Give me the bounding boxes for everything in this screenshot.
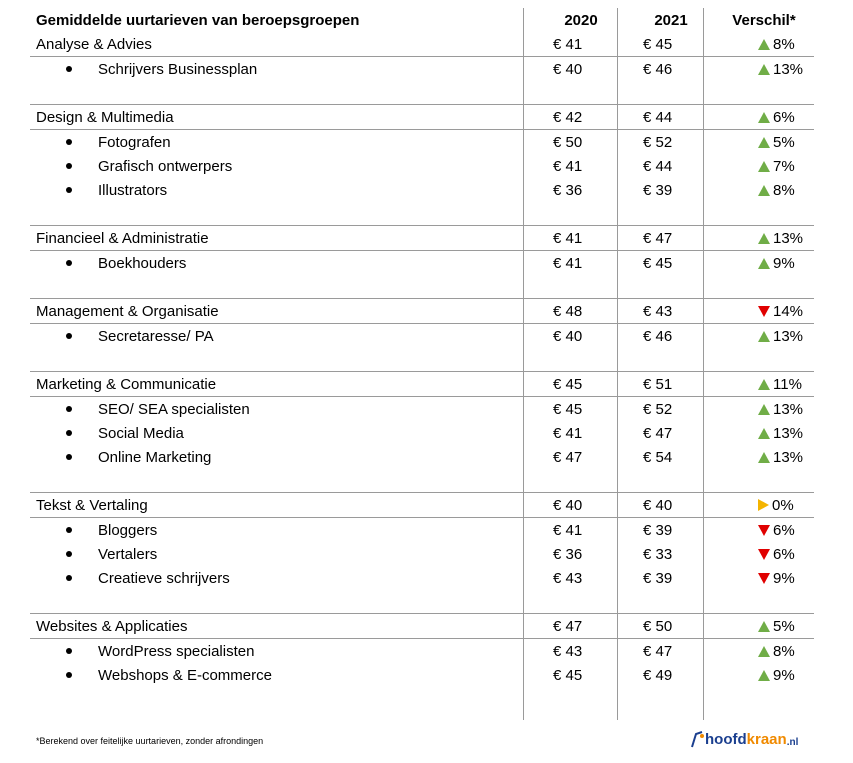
row-label: Webshops & E-commerce — [98, 666, 272, 684]
rates-table — [30, 8, 814, 687]
footnote: *Berekend over feitelijke uurtarieven, zonder afrondingen — [36, 736, 264, 746]
category-name — [36, 105, 516, 129]
category-row — [30, 299, 814, 324]
subcategory-name — [36, 542, 516, 566]
difference-percent: 13% — [773, 400, 804, 418]
difference — [730, 663, 814, 687]
value-2020: € 47 — [553, 617, 583, 635]
value-2021: € 47 — [643, 229, 673, 247]
subcategory-row — [30, 57, 814, 81]
difference-percent: 6% — [773, 521, 795, 539]
triangle-up-icon — [758, 39, 770, 50]
value-2020: € 41 — [553, 254, 583, 272]
difference-percent: 6% — [773, 108, 795, 126]
value-2021: € 47 — [643, 424, 673, 442]
category-name — [36, 299, 516, 323]
spacer-row — [30, 275, 814, 299]
triangle-down-icon — [758, 573, 770, 584]
difference-percent: 0% — [772, 496, 794, 514]
difference — [730, 105, 814, 129]
table-title: Gemiddelde uurtarieven van beroepsgroepen — [36, 11, 360, 29]
subcategory-row — [30, 154, 814, 178]
crane-icon — [690, 730, 704, 748]
row-label: Social Media — [98, 424, 184, 442]
triangle-up-icon — [758, 646, 770, 657]
row-label: WordPress specialisten — [98, 642, 255, 660]
row-label: Schrijvers Businessplan — [98, 60, 258, 78]
row-label: Financieel & Administratie — [36, 229, 209, 247]
value-2020: € 45 — [553, 400, 583, 418]
difference — [730, 372, 814, 396]
subcategory-name — [36, 445, 516, 469]
difference — [730, 130, 814, 154]
subcategory-name — [36, 57, 516, 81]
row-label: Creatieve schrijvers — [98, 569, 230, 587]
value-2021: € 40 — [643, 496, 673, 514]
row-label: Tekst & Vertaling — [36, 496, 148, 514]
triangle-up-icon — [758, 185, 770, 196]
difference — [730, 542, 814, 566]
triangle-up-icon — [758, 258, 770, 269]
difference — [730, 251, 814, 275]
value-2021: € 52 — [643, 400, 673, 418]
bullet-icon — [66, 139, 72, 145]
value-2021: € 54 — [643, 448, 673, 466]
subcategory-name — [36, 518, 516, 542]
difference-percent: 13% — [773, 327, 804, 345]
value-2020: € 41 — [553, 521, 583, 539]
difference — [730, 421, 814, 445]
difference-percent: 11% — [773, 375, 802, 393]
category-name — [36, 614, 516, 638]
row-label: Grafisch ontwerpers — [98, 157, 233, 175]
category-name — [36, 372, 516, 396]
value-2020: € 41 — [553, 229, 583, 247]
bullet-icon — [66, 66, 72, 72]
difference — [730, 614, 814, 638]
value-2021: € 43 — [643, 302, 673, 320]
bullet-icon — [66, 551, 72, 557]
logo-text-nl: .nl — [786, 737, 799, 748]
value-2020: € 43 — [553, 642, 583, 660]
subcategory-row — [30, 518, 814, 542]
difference-percent: 9% — [773, 254, 795, 272]
difference — [730, 518, 814, 542]
subcategory-name — [36, 663, 516, 687]
difference — [730, 154, 814, 178]
subcategory-row — [30, 130, 814, 154]
difference-percent: 8% — [773, 642, 795, 660]
triangle-up-icon — [758, 112, 770, 123]
subcategory-row — [30, 445, 814, 469]
triangle-up-icon — [758, 404, 770, 415]
difference — [730, 445, 814, 469]
value-2020: € 50 — [553, 133, 583, 151]
value-2020: € 45 — [553, 666, 583, 684]
subcategory-name — [36, 178, 516, 202]
value-2021: € 50 — [643, 617, 673, 635]
value-2020: € 36 — [553, 181, 583, 199]
row-label: Fotografen — [98, 133, 171, 151]
category-row — [30, 226, 814, 251]
triangle-right-icon — [758, 499, 769, 511]
value-2020: € 41 — [553, 157, 583, 175]
difference-percent: 6% — [773, 545, 795, 563]
bullet-icon — [66, 672, 72, 678]
row-label: Websites & Applicaties — [36, 617, 188, 635]
spacer-row — [30, 81, 814, 105]
header-2020: 2020 — [564, 11, 598, 29]
value-2021: € 44 — [643, 108, 673, 126]
subcategory-name — [36, 421, 516, 445]
bullet-icon — [66, 575, 72, 581]
row-label: Management & Organisatie — [36, 302, 219, 320]
value-2021: € 49 — [643, 666, 673, 684]
bullet-icon — [66, 527, 72, 533]
category-row — [30, 105, 814, 130]
triangle-down-icon — [758, 306, 770, 317]
triangle-up-icon — [758, 379, 770, 390]
row-label: Design & Multimedia — [36, 108, 174, 126]
subcategory-name — [36, 639, 516, 663]
spacer-row — [30, 469, 814, 493]
spacer-row — [30, 348, 814, 372]
value-2021: € 33 — [643, 545, 673, 563]
difference-percent: 13% — [773, 60, 804, 78]
difference-percent: 9% — [773, 569, 795, 587]
triangle-up-icon — [758, 452, 770, 463]
bullet-icon — [66, 648, 72, 654]
row-label: Illustrators — [98, 181, 168, 199]
triangle-up-icon — [758, 233, 770, 244]
difference — [730, 566, 814, 590]
value-2020: € 40 — [553, 496, 583, 514]
logo-text-kraan: kraan — [746, 731, 787, 748]
header-2021: 2021 — [654, 11, 688, 29]
subcategory-row — [30, 639, 814, 663]
subcategory-row — [30, 397, 814, 421]
difference — [730, 397, 814, 421]
category-name — [36, 32, 516, 56]
value-2021: € 45 — [643, 254, 673, 272]
difference — [730, 324, 814, 348]
row-label: Boekhouders — [98, 254, 187, 272]
subcategory-name — [36, 130, 516, 154]
header-verschil: Verschil* — [732, 11, 796, 29]
row-label: Bloggers — [98, 521, 158, 539]
row-label: Secretaresse/ PA — [98, 327, 214, 345]
value-2020: € 45 — [553, 375, 583, 393]
difference-percent: 8% — [773, 35, 795, 53]
value-2020: € 41 — [553, 35, 583, 53]
bullet-icon — [66, 406, 72, 412]
table-header — [30, 8, 814, 32]
value-2021: € 51 — [643, 375, 673, 393]
triangle-up-icon — [758, 621, 770, 632]
value-2020: € 48 — [553, 302, 583, 320]
triangle-down-icon — [758, 549, 770, 560]
subcategory-name — [36, 154, 516, 178]
value-2021: € 39 — [643, 181, 673, 199]
row-label: Online Marketing — [98, 448, 212, 466]
subcategory-name — [36, 566, 516, 590]
subcategory-row — [30, 178, 814, 202]
difference — [730, 226, 814, 250]
value-2020: € 40 — [553, 60, 583, 78]
logo-text-hoofd: hoofd — [705, 731, 747, 748]
category-row — [30, 372, 814, 397]
difference — [730, 32, 814, 56]
category-name — [36, 226, 516, 250]
row-label: Analyse & Advies — [36, 35, 152, 53]
subcategory-name — [36, 251, 516, 275]
difference — [730, 639, 814, 663]
difference — [730, 57, 814, 81]
difference-percent: 13% — [773, 424, 804, 442]
bullet-icon — [66, 187, 72, 193]
subcategory-row — [30, 421, 814, 445]
bullet-icon — [66, 454, 72, 460]
difference — [730, 493, 814, 517]
value-2020: € 42 — [553, 108, 583, 126]
spacer-row — [30, 590, 814, 614]
value-2021: € 44 — [643, 157, 673, 175]
bullet-icon — [66, 163, 72, 169]
value-2020: € 47 — [553, 448, 583, 466]
difference-percent: 9% — [773, 666, 795, 684]
subcategory-row — [30, 324, 814, 348]
triangle-up-icon — [758, 137, 770, 148]
difference-percent: 13% — [773, 229, 804, 247]
subcategory-row — [30, 251, 814, 275]
value-2020: € 41 — [553, 424, 583, 442]
bullet-icon — [66, 430, 72, 436]
category-name — [36, 493, 516, 517]
subcategory-row — [30, 566, 814, 590]
subcategory-row — [30, 663, 814, 687]
value-2021: € 45 — [643, 35, 673, 53]
difference-percent: 5% — [773, 133, 795, 151]
subcategory-name — [36, 397, 516, 421]
subcategory-row — [30, 542, 814, 566]
difference — [730, 178, 814, 202]
value-2020: € 43 — [553, 569, 583, 587]
hoofdkraan-logo — [690, 730, 798, 748]
row-label: Marketing & Communicatie — [36, 375, 217, 393]
difference-percent: 8% — [773, 181, 795, 199]
value-2021: € 39 — [643, 569, 673, 587]
triangle-up-icon — [758, 428, 770, 439]
value-2020: € 36 — [553, 545, 583, 563]
category-row — [30, 614, 814, 639]
difference-percent: 7% — [773, 157, 795, 175]
value-2021: € 39 — [643, 521, 673, 539]
difference — [730, 299, 814, 323]
subcategory-name — [36, 324, 516, 348]
value-2021: € 52 — [643, 133, 673, 151]
triangle-up-icon — [758, 670, 770, 681]
triangle-up-icon — [758, 64, 770, 75]
value-2020: € 40 — [553, 327, 583, 345]
category-row — [30, 493, 814, 518]
row-label: Vertalers — [98, 545, 158, 563]
value-2021: € 46 — [643, 60, 673, 78]
category-row — [30, 32, 814, 57]
triangle-up-icon — [758, 161, 770, 172]
triangle-up-icon — [758, 331, 770, 342]
value-2021: € 46 — [643, 327, 673, 345]
difference-percent: 13% — [773, 448, 804, 466]
triangle-down-icon — [758, 525, 770, 536]
value-2021: € 47 — [643, 642, 673, 660]
difference-percent: 5% — [773, 617, 795, 635]
table-body — [30, 32, 814, 687]
spacer-row — [30, 202, 814, 226]
bullet-icon — [66, 260, 72, 266]
bullet-icon — [66, 333, 72, 339]
difference-percent: 14% — [773, 302, 804, 320]
row-label: SEO/ SEA specialisten — [98, 400, 250, 418]
